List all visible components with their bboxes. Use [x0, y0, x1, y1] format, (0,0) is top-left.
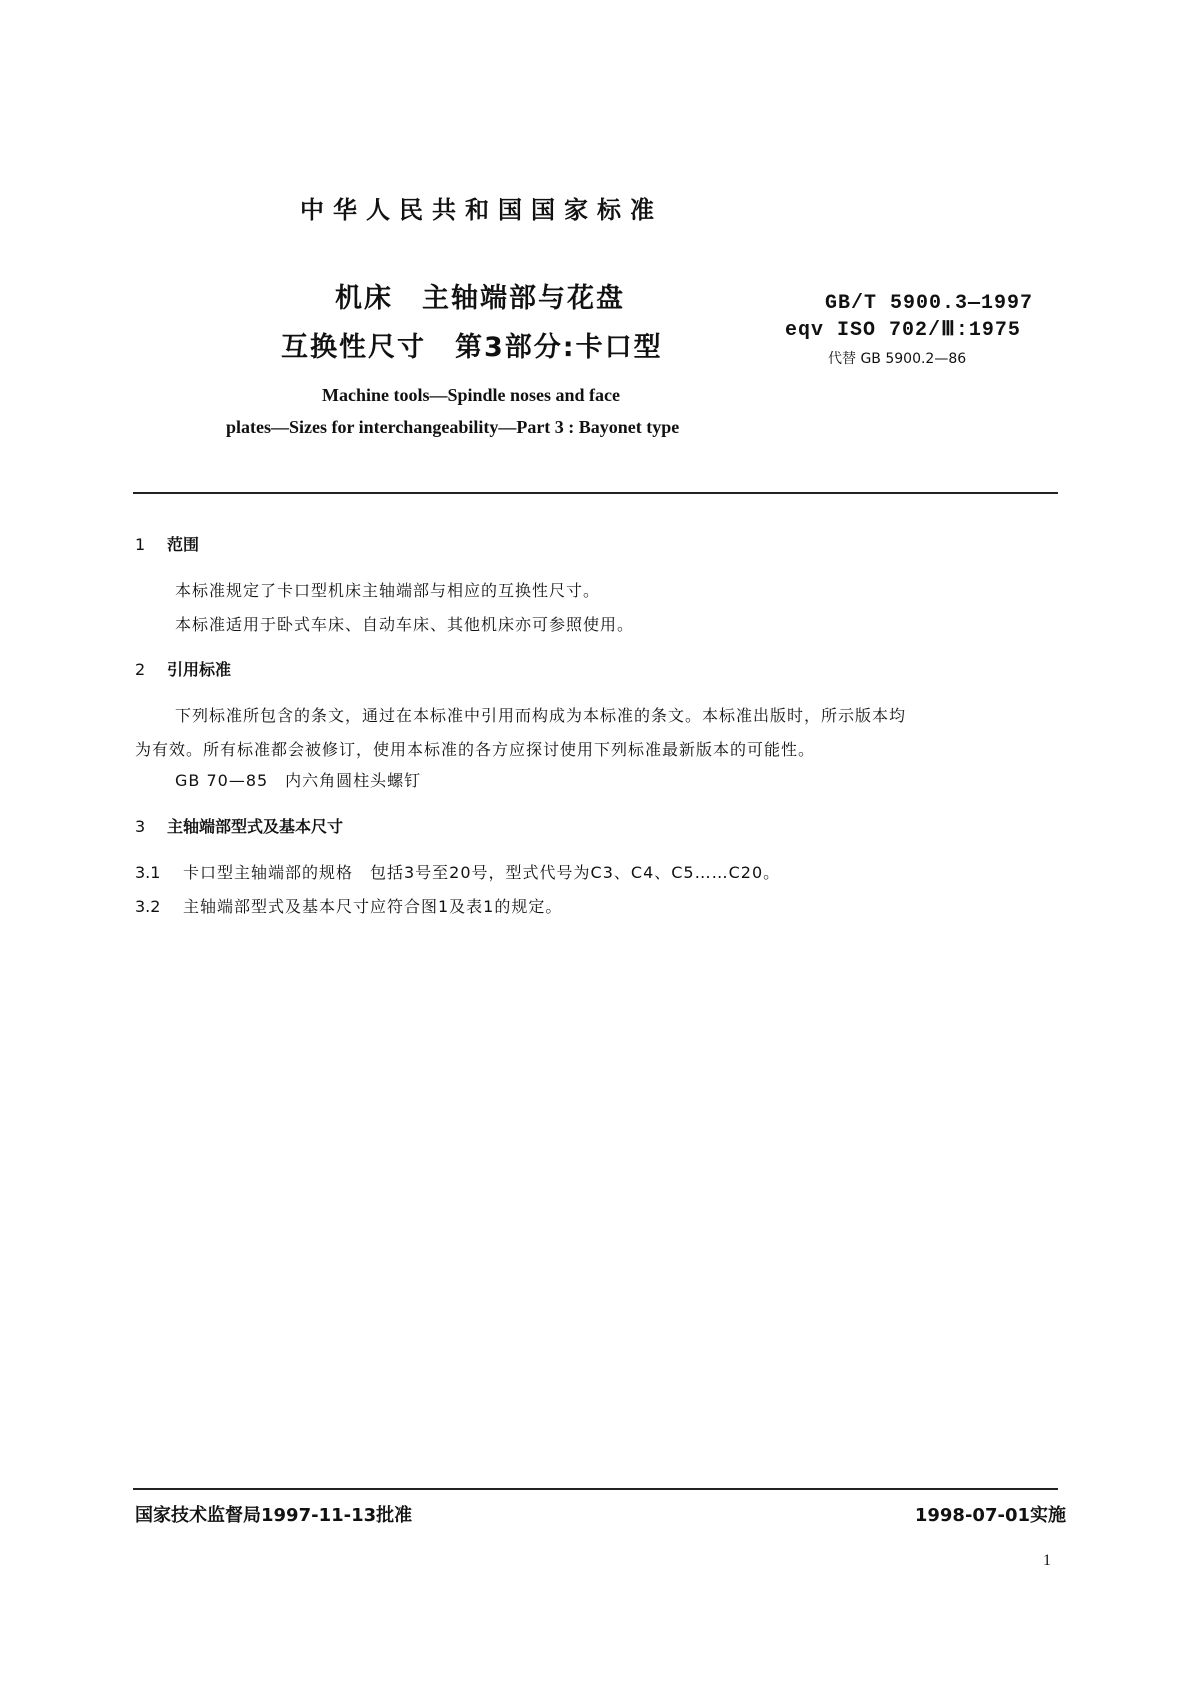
section-1-heading: [135, 532, 199, 555]
section-number: 2: [135, 660, 146, 679]
national-standard-heading: 中华人民共和国国家标准: [300, 196, 663, 224]
paragraph: 为有效。所有标准都会被修订，使用本标准的各方应探讨使用下列标准最新版本的可能性。: [135, 740, 816, 759]
section-title: 主轴端部型式及基本尺寸: [167, 817, 344, 836]
clause-3-2: [135, 894, 562, 917]
paragraph: 下列标准所包含的条文，通过在本标准中引用而构成为本标准的条文。本标准出版时，所示版本均: [175, 706, 907, 725]
footer-divider: [133, 1488, 1058, 1490]
section-number: 1: [135, 535, 146, 554]
section-title: 范围: [167, 535, 200, 554]
title-cn-line2: 互换性尺寸 第3部分:卡口型: [281, 332, 663, 363]
referenced-standard: GB 70—85 内六角圆柱头螺钉: [175, 771, 422, 790]
clause-text: 主轴端部型式及基本尺寸应符合图1及表1的规定。: [183, 897, 563, 916]
section-3-heading: [135, 814, 343, 837]
section-number: 3: [135, 817, 146, 836]
clause-number: 3.2: [135, 897, 161, 916]
clause-3-1: [135, 860, 780, 883]
page-number: 1: [1043, 1552, 1051, 1569]
standard-equivalence: eqv ISO 702/Ⅲ:1975: [785, 319, 1021, 342]
clause-number: 3.1: [135, 863, 161, 882]
standard-replaces: 代替 GB 5900.2—86: [828, 351, 967, 367]
standard-code: GB/T 5900.3—1997: [825, 292, 1034, 315]
section-title: 引用标准: [167, 660, 232, 679]
paragraph: 本标准适用于卧式车床、自动车床、其他机床亦可参照使用。: [175, 615, 635, 634]
clause-text: 卡口型主轴端部的规格 包括3号至20号，型式代号为C3、C4、C5……C20。: [183, 863, 781, 882]
title-cn-line1: 机床 主轴端部与花盘: [335, 283, 625, 314]
title-en-line2: plates—Sizes for interchangeability—Part 3 : Bayonet type: [226, 417, 680, 437]
section-2-heading: [135, 657, 231, 680]
implementation-line: 1998-07-01实施: [914, 1505, 1066, 1526]
title-en-line1: Machine tools—Spindle noses and face: [322, 385, 621, 405]
paragraph: 本标准规定了卡口型机床主轴端部与相应的互换性尺寸。: [175, 581, 601, 600]
approval-line: 国家技术监督局1997-11-13批准: [135, 1505, 413, 1526]
header-divider: [133, 492, 1058, 494]
